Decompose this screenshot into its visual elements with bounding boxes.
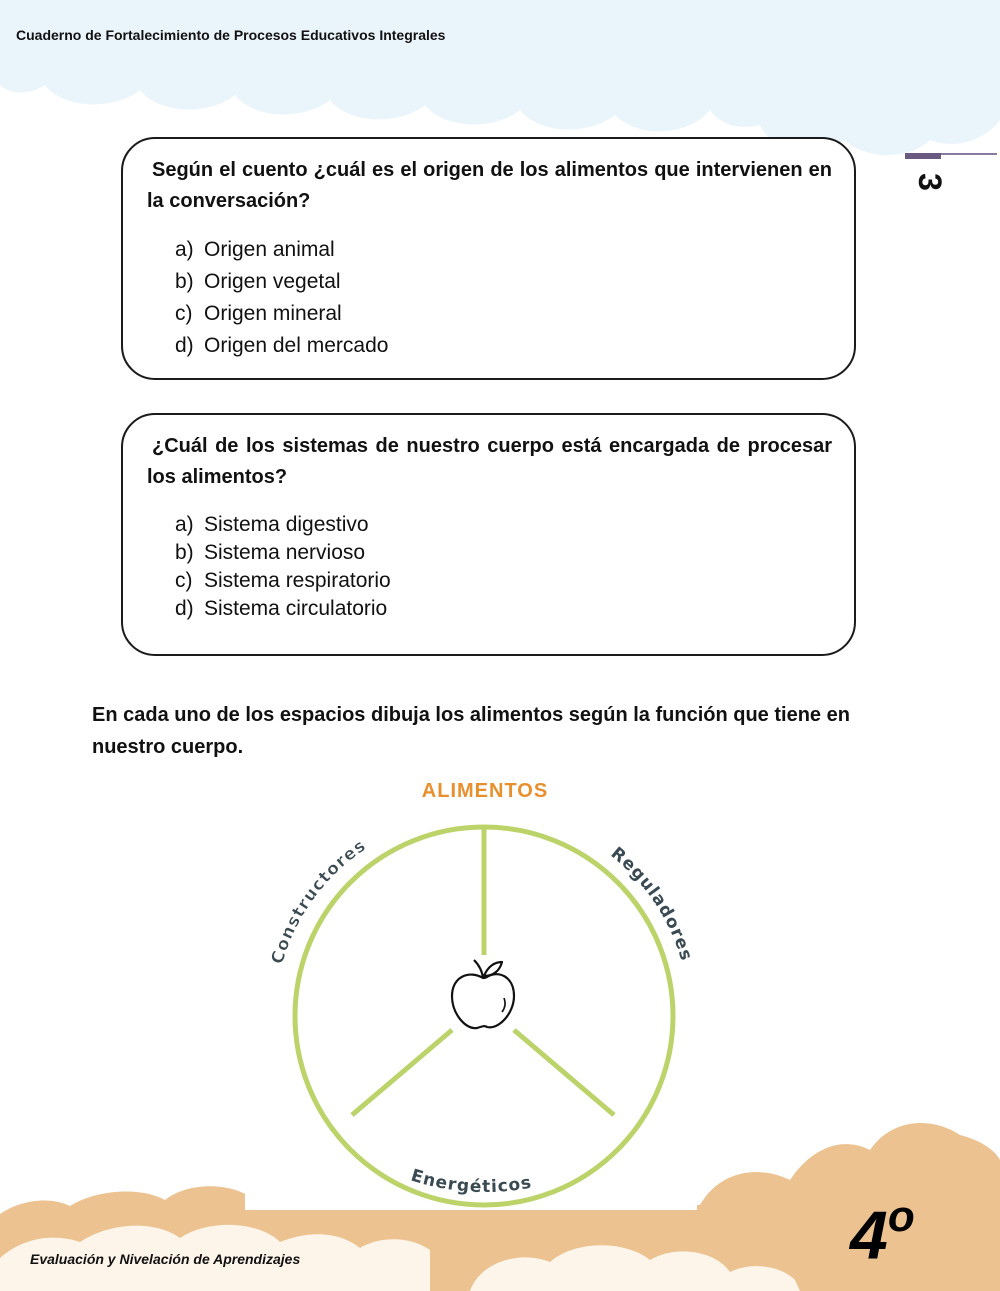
activity-instruction: En cada uno de los espacios dibuja los alimentos según la función que tiene en nuestro cuerpo. (92, 704, 850, 758)
question-1-option-d[interactable]: d) Origen del mercado (175, 334, 389, 357)
question-1-option-a[interactable]: a) Origen animal (175, 238, 335, 261)
apple-icon (452, 960, 514, 1028)
section-label-constructores (268, 836, 371, 967)
question-1-option-c[interactable]: c) Origen mineral (175, 302, 342, 325)
question-2-text: ¿Cuál de los sistemas de nuestro cuerpo está encargada de procesar los alimentos? (147, 435, 832, 488)
question-2-option-a[interactable]: a) Sistema digestivo (175, 513, 369, 536)
grade-degree-symbol: o (887, 1192, 915, 1241)
grade-label: 4$^o$ (850, 1192, 915, 1274)
food-wheel (240, 770, 740, 1210)
question-1-options (175, 234, 388, 362)
question-1-option-b[interactable]: b) Origen vegetal (175, 270, 341, 293)
question-2-option-b[interactable]: b) Sistema nervioso (175, 541, 366, 564)
question-2-options (175, 511, 391, 623)
section-label-reguladores (607, 843, 696, 963)
section-label-constructores-text: Constructores (267, 835, 371, 967)
footer-text: Evaluación y Nivelación de Aprendizajes (30, 1251, 301, 1267)
wheel-divider-left (352, 1030, 452, 1115)
question-2-option-d[interactable]: d) Sistema circulatorio (175, 597, 388, 620)
question-2-option-c[interactable]: c) Sistema respiratorio (175, 569, 391, 592)
page-tab-accent (905, 153, 941, 159)
header-title: Cuaderno de Fortalecimiento de Procesos Educativos Integrales (16, 27, 446, 43)
section-label-reguladores-text: Reguladores (606, 843, 697, 964)
section-label-energeticos (409, 1166, 534, 1197)
question-1-box (121, 137, 856, 380)
page-number: 3 (912, 173, 948, 191)
question-1-text: Según el cuento ¿cuál es el origen de los alimentos que intervienen en la conversación? (147, 159, 832, 212)
question-2-box (121, 413, 856, 656)
page-tab-line (941, 153, 997, 155)
section-label-energeticos-text: Energéticos (408, 1165, 534, 1198)
wheel-divider-right (514, 1030, 614, 1115)
wheel-title: ALIMENTOS (421, 780, 549, 802)
